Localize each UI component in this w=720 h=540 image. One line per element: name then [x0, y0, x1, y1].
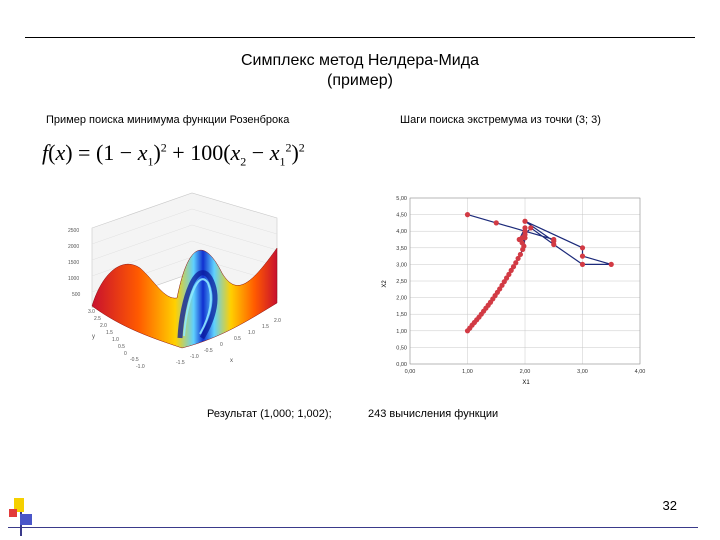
y-axis-label: X2 [382, 280, 388, 288]
y-tick-label: 4,00 [396, 229, 407, 236]
svg-text:2.5: 2.5 [94, 316, 101, 322]
footer-line [8, 527, 698, 528]
right-caption: Шаги поиска экстремума из точки (3; 3) [400, 114, 601, 126]
data-point [494, 220, 499, 225]
x-tick-label: 3,00 [577, 369, 588, 375]
y-tick-label: 1,00 [396, 328, 407, 335]
data-point [580, 262, 585, 267]
series-points [465, 212, 614, 333]
title-rule [25, 37, 695, 38]
data-point [522, 225, 527, 230]
svg-text:1.0: 1.0 [112, 337, 119, 343]
left-caption: Пример поиска минимума функции Розенброка [46, 114, 290, 126]
svg-text:3.0: 3.0 [88, 309, 95, 315]
svg-text:500: 500 [72, 292, 81, 298]
x-tick-label: 2,00 [519, 369, 531, 375]
svg-text:-1.0: -1.0 [136, 364, 145, 370]
y-tick-label: 3,00 [396, 262, 407, 269]
svg-text:0: 0 [124, 351, 127, 357]
data-point [520, 247, 525, 252]
svg-text:1500: 1500 [68, 260, 80, 266]
svg-text:-0.5: -0.5 [204, 348, 213, 354]
svg-text:1.0: 1.0 [248, 330, 255, 336]
svg-text:-1.0: -1.0 [190, 354, 199, 360]
y-tick-label: 2,50 [396, 279, 407, 285]
slide-title: Симплекс метод Нелдера-Мида [241, 52, 479, 69]
y-tick-label: 0,00 [396, 362, 407, 368]
rosenbrock-formula: $f(x) = (1 - x_1)^2 + 100(x_2 - x_1^2)^2$ [42, 140, 305, 169]
y-tick-label: 0,50 [396, 345, 407, 352]
svg-text:1000: 1000 [68, 276, 80, 282]
svg-text:0.5: 0.5 [118, 344, 125, 350]
y-tick-label: 4,50 [396, 212, 407, 219]
evaluations-text: 243 вычисления функции [368, 408, 499, 420]
data-point [609, 262, 614, 267]
svg-text:y: y [92, 334, 95, 340]
data-point [580, 245, 585, 250]
svg-text:2000: 2000 [68, 244, 80, 250]
x-tick-label: 0,00 [404, 369, 416, 375]
data-point [465, 328, 470, 333]
svg-text:1.5: 1.5 [106, 330, 113, 336]
svg-text:-1.5: -1.5 [176, 360, 185, 366]
data-point [465, 212, 470, 217]
svg-text:2.0: 2.0 [274, 318, 281, 324]
chart-ticks [396, 196, 645, 375]
x-tick-label: 4,00 [634, 369, 646, 375]
series-line [468, 215, 612, 331]
simplex-steps-chart [378, 188, 650, 388]
slide-subtitle: (пример) [327, 72, 393, 89]
data-point [522, 235, 527, 240]
svg-text:0.5: 0.5 [234, 336, 241, 342]
x-axis-label: X1 [522, 380, 530, 386]
x-tick-label: 1,00 [462, 369, 473, 375]
corner-square-red [9, 509, 17, 517]
data-point [528, 225, 533, 230]
page-number: 32 [662, 498, 677, 513]
y-tick-label: 2,00 [396, 295, 407, 302]
svg-text:1.5: 1.5 [262, 324, 269, 330]
svg-text:-0.5: -0.5 [130, 357, 139, 363]
y-tick-label: 1,50 [396, 312, 407, 319]
data-point [580, 254, 585, 259]
y-tick-label: 3,50 [396, 245, 407, 252]
rosenbrock-surface-plot [62, 188, 302, 373]
svg-text:0: 0 [220, 342, 223, 348]
data-point [551, 242, 556, 247]
data-point [522, 219, 527, 224]
svg-text:2.0: 2.0 [100, 323, 107, 329]
result-text: Результат (1,000; 1,002); [207, 408, 332, 420]
svg-text:2500: 2500 [68, 228, 80, 234]
svg-text:x: x [230, 358, 233, 364]
y-tick-label: 5,00 [396, 196, 407, 202]
corner-square-blue [20, 514, 32, 525]
